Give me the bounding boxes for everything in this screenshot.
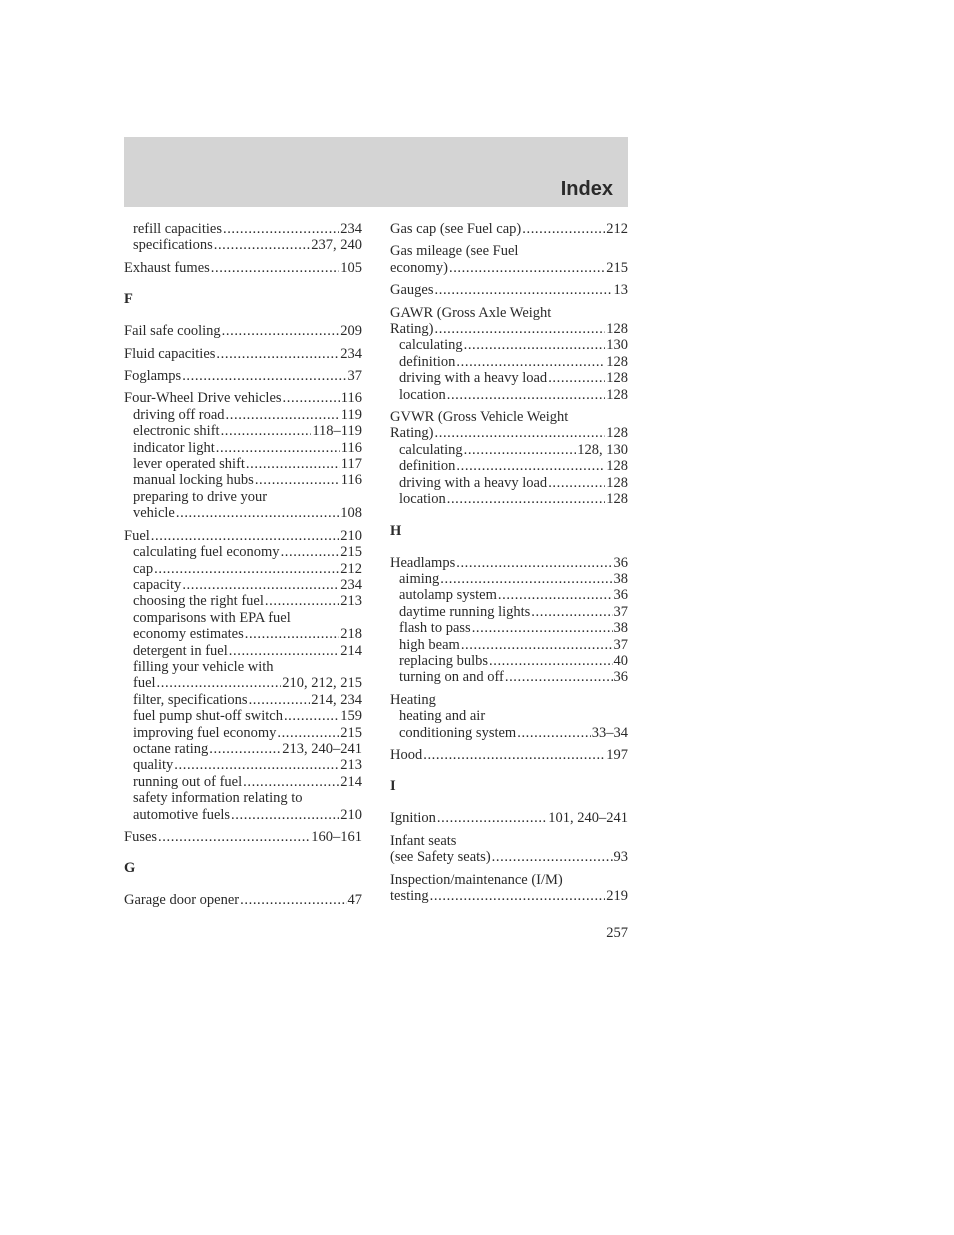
- entry-page-ref: 210: [340, 527, 362, 544]
- entry-label: location: [399, 386, 446, 403]
- dot-leader: [492, 849, 613, 865]
- index-subentry: [390, 370, 628, 386]
- entry-page-ref: 214, 234: [311, 691, 362, 708]
- dot-leader: [157, 675, 282, 691]
- entry-page-ref: 13: [613, 282, 628, 299]
- entry-page-ref: 128: [606, 491, 628, 508]
- entry-page-ref: 209: [340, 323, 362, 340]
- index-subentry: [124, 456, 362, 472]
- index-subentry: [124, 757, 362, 773]
- entry-page-ref: 237, 240: [311, 237, 362, 254]
- index-subentry: [390, 442, 628, 458]
- entry-page-ref: 214: [340, 773, 362, 790]
- entry-label: cap: [133, 560, 154, 577]
- index-entry: [124, 323, 362, 339]
- dot-leader: [231, 807, 339, 823]
- index-entry-continuation: Infant seats: [390, 832, 457, 849]
- entry-label: testing: [390, 888, 429, 904]
- entry-label: fuel pump shut-off switch: [133, 708, 283, 725]
- entry-label: Fuel: [124, 527, 150, 544]
- index-entry-continuation: filling your vehicle with: [133, 658, 274, 675]
- entry-label: driving with a heavy load: [399, 370, 548, 387]
- index-subentry: [124, 593, 362, 609]
- entry-label: flash to pass: [399, 620, 471, 637]
- index-entry: [390, 555, 628, 571]
- entry-page-ref: 218: [340, 626, 362, 643]
- index-entry-continuation: GVWR (Gross Vehicle Weight: [390, 409, 569, 426]
- index-subentry: [124, 221, 362, 237]
- entry-label: Fluid capacities: [124, 345, 216, 362]
- entry-label: refill capacities: [133, 221, 222, 237]
- entry-page-ref: 116: [340, 390, 362, 407]
- entry-page-ref: 215: [606, 259, 628, 276]
- entry-label: conditioning system: [399, 724, 517, 741]
- index-entry: [390, 425, 628, 441]
- entry-page-ref: 36: [613, 669, 628, 686]
- entry-label: manual locking hubs: [133, 472, 254, 489]
- dot-leader: [489, 653, 613, 669]
- dot-leader: [277, 725, 339, 741]
- index-entry-continuation: comparisons with EPA fuel: [133, 609, 291, 626]
- index-entry: [124, 260, 362, 276]
- index-subentry: [124, 423, 362, 439]
- entry-page-ref: 234: [340, 221, 362, 237]
- dot-leader: [221, 423, 312, 439]
- dot-leader: [531, 604, 612, 620]
- index-subentry: [124, 472, 362, 488]
- dot-leader: [447, 491, 606, 507]
- entry-page-ref: 37: [613, 603, 628, 620]
- dot-leader: [158, 829, 310, 845]
- index-subentry: [390, 354, 628, 370]
- dot-leader: [265, 593, 339, 609]
- index-entry: [124, 390, 362, 406]
- dot-leader: [182, 368, 346, 384]
- entry-page-ref: 40: [613, 652, 628, 669]
- entry-label: electronic shift: [133, 423, 220, 440]
- dot-leader: [174, 757, 339, 773]
- entry-page-ref: 215: [340, 724, 362, 741]
- entry-label: driving with a heavy load: [399, 474, 548, 491]
- entry-label: definition: [399, 458, 456, 475]
- index-subentry: [124, 505, 362, 521]
- entry-label: Foglamps: [124, 368, 182, 385]
- dot-leader: [216, 346, 339, 362]
- dot-leader: [246, 456, 340, 472]
- entry-page-ref: 105: [340, 259, 362, 276]
- dot-leader: [154, 561, 339, 577]
- entry-page-ref: 219: [606, 888, 628, 904]
- entry-page-ref: 128: [606, 370, 628, 387]
- entry-label: replacing bulbs: [399, 652, 488, 669]
- entry-label: calculating fuel economy: [133, 544, 280, 561]
- entry-label: definition: [399, 353, 456, 370]
- entry-label: autolamp system: [399, 587, 497, 604]
- index-entry-continuation: Gas mileage (see Fuel: [390, 243, 519, 260]
- dot-leader: [222, 323, 340, 339]
- dot-leader: [440, 571, 612, 587]
- dot-leader: [456, 354, 605, 370]
- entry-label: octane rating: [133, 740, 209, 757]
- entry-page-ref: 37: [613, 636, 628, 653]
- dot-leader: [243, 774, 339, 790]
- dot-leader: [464, 442, 577, 458]
- index-entry-continuation: safety information relating to: [133, 790, 303, 807]
- entry-page-ref: 213: [340, 593, 362, 610]
- index-entry: [390, 747, 628, 763]
- index-entry: [124, 892, 362, 908]
- index-subentry: [390, 604, 628, 620]
- dot-leader: [464, 337, 606, 353]
- dot-leader: [522, 221, 605, 237]
- entry-page-ref: 38: [613, 620, 628, 637]
- entry-page-ref: 36: [613, 587, 628, 604]
- index-subentry: [390, 725, 628, 741]
- index-subentry: [390, 458, 628, 474]
- entry-page-ref: 197: [606, 746, 628, 763]
- dot-leader: [229, 643, 339, 659]
- dot-leader: [472, 620, 613, 636]
- index-subentry: [124, 675, 362, 691]
- index-subentry: [124, 440, 362, 456]
- dot-leader: [548, 475, 605, 491]
- entry-page-ref: 210, 212, 215: [282, 675, 362, 692]
- entry-label: driving off road: [133, 406, 225, 423]
- index-subentry: [390, 337, 628, 353]
- entry-page-ref: 212: [606, 221, 628, 237]
- entry-label: Exhaust fumes: [124, 259, 210, 276]
- dot-leader: [284, 708, 339, 724]
- section-letter: G: [124, 860, 136, 877]
- entry-label: specifications: [133, 237, 213, 254]
- entry-label: Rating): [390, 321, 434, 338]
- entry-page-ref: 160–161: [311, 829, 362, 845]
- index-column-right: [390, 221, 628, 904]
- dot-leader: [435, 282, 613, 298]
- entry-label: high beam: [399, 636, 460, 653]
- dot-leader: [223, 221, 339, 237]
- entry-label: aiming: [399, 570, 440, 587]
- dot-leader: [151, 528, 339, 544]
- index-subentry: [390, 653, 628, 669]
- index-entry: [390, 260, 628, 276]
- entry-page-ref: 215: [340, 544, 362, 561]
- entry-page-ref: 128: [606, 353, 628, 370]
- index-entry: [390, 321, 628, 337]
- index-subentry: [124, 626, 362, 642]
- index-entry: [124, 368, 362, 384]
- entry-label: filter, specifications: [133, 691, 248, 708]
- index-subentry: [124, 407, 362, 423]
- index-subentry: [124, 692, 362, 708]
- entry-page-ref: 93: [613, 849, 628, 866]
- entry-page-ref: 101, 240–241: [548, 810, 628, 827]
- entry-label: Four-Wheel Drive vehicles: [124, 390, 282, 407]
- entry-label: economy estimates: [133, 626, 244, 643]
- entry-page-ref: 130: [606, 337, 628, 354]
- entry-label: calculating: [399, 441, 463, 458]
- entry-label: Garage door opener: [124, 892, 240, 909]
- index-entry-continuation: Inspection/maintenance (I/M): [390, 871, 563, 888]
- entry-page-ref: 234: [340, 576, 362, 593]
- dot-leader: [430, 888, 606, 904]
- page-number: 257: [606, 925, 628, 941]
- dot-leader: [249, 692, 311, 708]
- entry-page-ref: 118–119: [312, 423, 362, 440]
- index-entry: [390, 221, 628, 237]
- dot-leader: [505, 669, 613, 685]
- entry-page-ref: 213, 240–241: [282, 740, 362, 757]
- dot-leader: [498, 587, 613, 603]
- dot-leader: [437, 810, 547, 826]
- entry-label: Gauges: [390, 282, 434, 299]
- index-subentry: [124, 643, 362, 659]
- index-entry-continuation: GAWR (Gross Axle Weight: [390, 304, 552, 321]
- entry-page-ref: 117: [340, 456, 362, 473]
- index-entry: [390, 849, 628, 865]
- index-subentry: [124, 807, 362, 823]
- entry-label: quality: [133, 757, 174, 774]
- index-entry: [124, 829, 362, 845]
- entry-page-ref: 119: [340, 406, 362, 423]
- index-subentry: [390, 637, 628, 653]
- entry-page-ref: 36: [613, 554, 628, 571]
- entry-label: Fuses: [124, 829, 158, 845]
- dot-leader: [176, 505, 339, 521]
- entry-label: location: [399, 491, 446, 508]
- entry-page-ref: 128: [606, 386, 628, 403]
- page-title: Index: [560, 178, 613, 200]
- index-entry-continuation: preparing to drive your: [133, 488, 268, 505]
- dot-leader: [255, 472, 340, 488]
- entry-label: turning on and off: [399, 669, 504, 686]
- index-entry-continuation: Heating: [390, 691, 436, 708]
- index-entry: [390, 888, 628, 904]
- entry-label: daytime running lights: [399, 603, 531, 620]
- entry-page-ref: 116: [340, 472, 362, 489]
- index-subentry: [124, 544, 362, 560]
- entry-label: detergent in fuel: [133, 642, 228, 659]
- entry-label: lever operated shift: [133, 456, 245, 473]
- dot-leader: [435, 321, 606, 337]
- index-subentry: [390, 491, 628, 507]
- dot-leader: [456, 555, 612, 571]
- header-band: [124, 137, 628, 207]
- index-subentry: [390, 571, 628, 587]
- index-subentry: [124, 774, 362, 790]
- dot-leader: [281, 544, 340, 560]
- entry-page-ref: 128: [606, 321, 628, 338]
- index-entry: [124, 528, 362, 544]
- index-subentry: [124, 237, 362, 253]
- entry-page-ref: 234: [340, 345, 362, 362]
- index-entry: [390, 810, 628, 826]
- entry-page-ref: 47: [347, 892, 362, 909]
- dot-leader: [423, 747, 605, 763]
- entry-label: choosing the right fuel: [133, 593, 264, 610]
- entry-label: Gas cap (see Fuel cap): [390, 221, 522, 237]
- dot-leader: [214, 237, 311, 253]
- index-subentry: [390, 587, 628, 603]
- entry-label: capacity: [133, 576, 182, 593]
- dot-leader: [548, 370, 605, 386]
- section-letter: I: [390, 778, 396, 795]
- entry-label: (see Safety seats): [390, 849, 491, 866]
- entry-label: indicator light: [133, 439, 215, 456]
- dot-leader: [461, 637, 613, 653]
- dot-leader: [447, 387, 606, 403]
- entry-label: Headlamps: [390, 554, 456, 571]
- entry-page-ref: 128, 130: [577, 441, 628, 458]
- entry-page-ref: 214: [340, 642, 362, 659]
- index-subentry: [124, 708, 362, 724]
- dot-leader: [240, 892, 346, 908]
- index-subentry: [390, 669, 628, 685]
- index-subentry: [390, 620, 628, 636]
- index-entry: [124, 346, 362, 362]
- entry-page-ref: 33–34: [591, 724, 628, 741]
- index-subentry: [124, 577, 362, 593]
- entry-label: vehicle: [133, 505, 175, 522]
- dot-leader: [449, 260, 605, 276]
- section-letter: F: [124, 291, 133, 308]
- dot-leader: [211, 260, 339, 276]
- dot-leader: [182, 577, 339, 593]
- entry-label: Rating): [390, 425, 434, 442]
- index-entry-continuation: heating and air: [399, 708, 486, 725]
- index-subentry: [390, 387, 628, 403]
- index-column-left: [124, 221, 362, 909]
- entry-page-ref: 37: [347, 368, 362, 385]
- index-subentry: [124, 741, 362, 757]
- index-subentry: [124, 561, 362, 577]
- dot-leader: [216, 440, 340, 456]
- dot-leader: [517, 725, 591, 741]
- dot-leader: [245, 626, 340, 642]
- entry-label: running out of fuel: [133, 773, 243, 790]
- entry-label: improving fuel economy: [133, 724, 277, 741]
- section-letter: H: [390, 522, 402, 539]
- index-subentry: [390, 475, 628, 491]
- dot-leader: [456, 458, 605, 474]
- dot-leader: [209, 741, 281, 757]
- entry-page-ref: 210: [340, 806, 362, 823]
- entry-page-ref: 116: [340, 439, 362, 456]
- entry-page-ref: 213: [340, 757, 362, 774]
- dot-leader: [226, 407, 340, 423]
- entry-page-ref: 212: [340, 560, 362, 577]
- entry-page-ref: 108: [340, 505, 362, 522]
- entry-label: Hood: [390, 746, 423, 763]
- entry-label: Ignition: [390, 810, 436, 827]
- entry-label: fuel: [133, 675, 156, 692]
- entry-page-ref: 128: [606, 425, 628, 442]
- index-subentry: [124, 725, 362, 741]
- dot-leader: [283, 390, 340, 406]
- index-entry: [390, 282, 628, 298]
- entry-page-ref: 38: [613, 570, 628, 587]
- entry-label: Fail safe cooling: [124, 323, 221, 340]
- entry-label: economy): [390, 259, 448, 276]
- entry-page-ref: 159: [340, 708, 362, 725]
- entry-label: calculating: [399, 337, 463, 354]
- entry-label: automotive fuels: [133, 806, 231, 823]
- entry-page-ref: 128: [606, 474, 628, 491]
- dot-leader: [435, 425, 606, 441]
- entry-page-ref: 128: [606, 458, 628, 475]
